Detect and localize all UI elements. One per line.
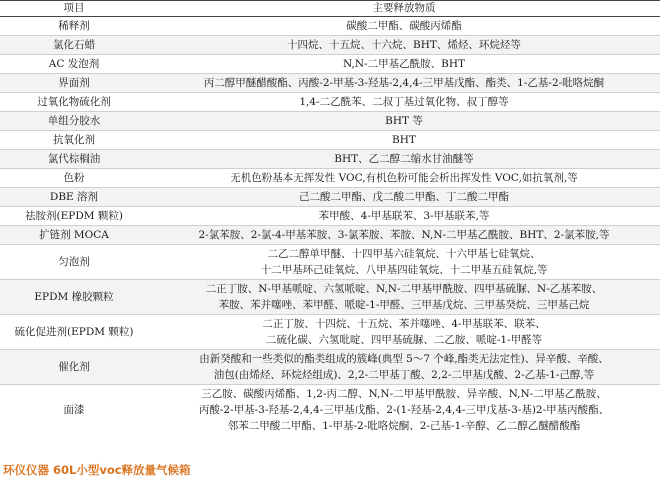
substance-line: 己二酸二甲酯、戊二酸二甲酯、丁二酸二甲酯 — [299, 191, 509, 203]
substance-line: 无机色粉基本无挥发性 VOC,有机色粉可能会析出挥发性 VOC,如抗氧剂,等 — [230, 172, 578, 184]
row-substances — [148, 131, 660, 150]
header-substances: 主要释放物质 — [148, 1, 660, 17]
table-row — [0, 245, 660, 280]
row-item-name: AC 发泡剂 — [0, 55, 148, 74]
row-substances — [148, 280, 660, 315]
row-item-name: 面漆 — [0, 385, 148, 436]
table-row — [0, 17, 660, 36]
row-item-name: 催化剂 — [0, 350, 148, 385]
substance-line: 碳酸二甲酯、碳酸丙烯酯 — [346, 20, 462, 32]
substance-line: 由新癸酸和一些类似的酯类组成的簇峰(典型 5～7 个峰,酯类无法定性)、异辛酸、辛酸、 — [199, 353, 609, 365]
row-substances — [148, 169, 660, 188]
row-substances — [148, 74, 660, 93]
substance-line: 2-氯苯胺、2-氯-4-甲基苯胺、3-氯苯胺、苯胺、N,N-二甲基乙酰胺、BHT、2-氯苯胺,等 — [198, 229, 610, 241]
row-substances — [148, 350, 660, 385]
row-substances — [148, 112, 660, 131]
substance-line: 二正丁胺、N-甲基哌啶、六氢哌啶、N,N-二甲基甲酰胺、四甲基硫脲、N-乙基苯胺、 — [205, 283, 603, 295]
substance-line: 油包(由烯烃、环烷烃组成)、2,2-二甲基丁酸、2,2-二甲基戊酸、2-乙基-1-己醇,等 — [213, 369, 595, 381]
substance-line: N,N-二甲基乙酰胺、BHT — [343, 58, 465, 70]
table-row — [0, 207, 660, 226]
row-substances — [148, 36, 660, 55]
table-row — [0, 93, 660, 112]
row-substances — [148, 207, 660, 226]
table-row — [0, 315, 660, 350]
substance-line: 1,4-二乙酰苯、二叔丁基过氧化物、叔丁醇等 — [299, 96, 509, 108]
table-row — [0, 55, 660, 74]
table-row — [0, 280, 660, 315]
row-substances — [148, 385, 660, 436]
substance-line: 十二甲基环己硅氧烷、八甲基四硅氧烷、十二甲基五硅氧烷,等 — [260, 264, 548, 276]
row-substances — [148, 55, 660, 74]
row-substances — [148, 17, 660, 36]
table-row — [0, 131, 660, 150]
substance-line: 苯胺、苯并噻唑、苯甲醛、哌啶-1-甲醛、三甲基戊烷、三甲基癸烷、三甲基己烷 — [218, 299, 590, 311]
row-item-name: 界面剂 — [0, 74, 148, 93]
header-item: 项目 — [0, 1, 148, 17]
row-substances — [148, 245, 660, 280]
table-body — [0, 17, 660, 436]
substance-line: BHT — [392, 134, 416, 146]
watermark-text: 环仪仪器 60L小型voc释放量气候箱 — [0, 462, 194, 478]
substance-line: 丙酸-2-甲基-3-羟基-2,4,4-三甲基戊酯、2-(1-羟基-2,4,4-三甲戊基-3-基)2-甲基丙酸酯、 — [198, 404, 610, 416]
substance-line: 二乙二醇单甲醚、十四甲基六硅氧烷、十六甲基七硅氧烷、 — [267, 248, 541, 260]
substance-line: 丙二醇甲醚醋酸酯、丙酸-2-甲基-3-羟基-2,4,4-三甲基戊酯、酯类、1-乙基-2-吡咯烷酮 — [203, 77, 605, 89]
row-item-name: 过氧化物硫化剂 — [0, 93, 148, 112]
row-item-name: 抗氧化剂 — [0, 131, 148, 150]
row-item-name: DBE 溶剂 — [0, 188, 148, 207]
row-item-name: EPDM 橡胶颗粒 — [0, 280, 148, 315]
substance-line: 二正丁胺、十四烷、十五烷、苯并噻唑、4-甲基联苯、联苯、 — [262, 318, 546, 330]
substance-line: BHT 等 — [385, 115, 423, 127]
row-item-name: 色粉 — [0, 169, 148, 188]
row-item-name: 扩链剂 MOCA — [0, 226, 148, 245]
substance-line: 三乙胺、碳酸丙烯酯、1,2-丙二醇、N,N-二甲基甲酰胺、异辛酸、N,N-二甲基乙酰胺、 — [201, 388, 607, 400]
table-row — [0, 385, 660, 436]
substance-line: 二硫化碳、六氢吡啶、四甲基硫脲、二乙胺、哌啶-1-甲醛等 — [265, 334, 543, 346]
row-substances — [148, 188, 660, 207]
substance-line: BHT、乙二醇二缩水甘油醚等 — [334, 153, 474, 165]
table-row — [0, 112, 660, 131]
row-substances — [148, 226, 660, 245]
table-row — [0, 74, 660, 93]
row-substances — [148, 93, 660, 112]
substance-line: 十四烷、十五烷、十六烷、BHT、烯烃、环烷烃等 — [287, 39, 521, 51]
row-item-name: 氯代棕榈油 — [0, 150, 148, 169]
substance-line: 邻苯二甲酸二甲酯、1-甲基-2-吡咯烷酮、2-己基-1-辛醇、乙二醇乙醚醋酸酯 — [227, 420, 581, 432]
row-substances — [148, 315, 660, 350]
table-row — [0, 169, 660, 188]
row-item-name: 稀释剂 — [0, 17, 148, 36]
row-item-name: 匀泡剂 — [0, 245, 148, 280]
row-substances — [148, 150, 660, 169]
table-header-row — [0, 1, 660, 17]
row-item-name: 单组分胶水 — [0, 112, 148, 131]
substance-line: 苯甲酸、4-甲基联苯、3-甲基联苯,等 — [318, 210, 490, 222]
row-item-name: 氯化石蜡 — [0, 36, 148, 55]
row-item-name: 祛胺剂(EPDM 颗粒) — [0, 207, 148, 226]
table-row — [0, 188, 660, 207]
table-row — [0, 226, 660, 245]
row-item-name: 硫化促进剂(EPDM 颗粒) — [0, 315, 148, 350]
table-row — [0, 150, 660, 169]
table-row — [0, 36, 660, 55]
table-row — [0, 350, 660, 385]
